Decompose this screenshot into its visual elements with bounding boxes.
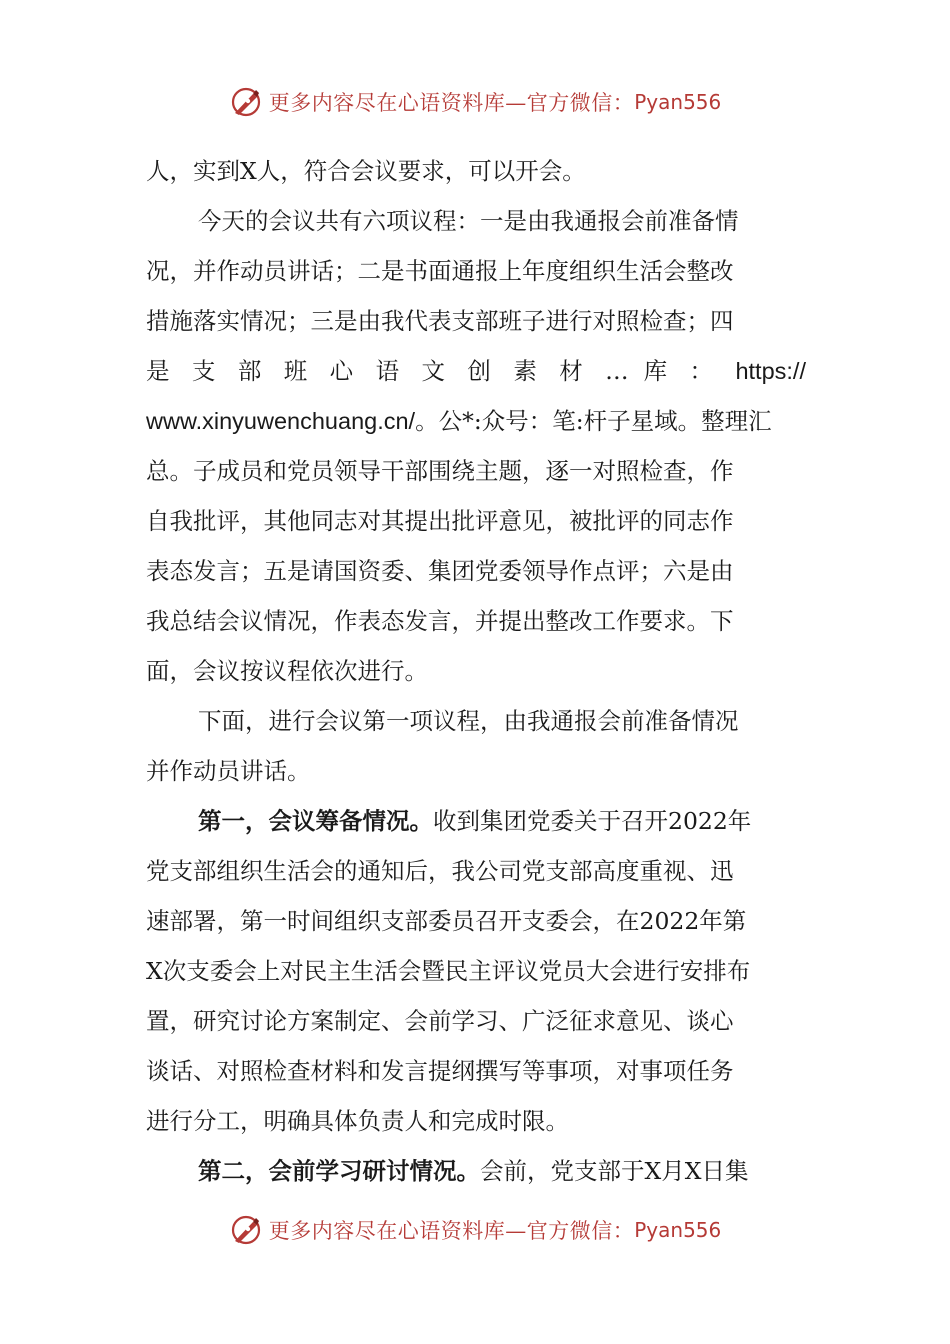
text-line: 速部署，第一时间组织支部委员召开支委会，在2022年第 xyxy=(146,907,747,935)
text-line: 今天的会议共有六项议程：一是由我通报会前准备情 xyxy=(198,207,739,235)
text-line: X次支委会上对民主生活会暨民主评议党员大会进行安排布 xyxy=(146,957,751,985)
banner-text: 更多内容尽在心语资料库—官方微信： xyxy=(268,1219,635,1243)
pen-logo-icon xyxy=(229,1213,263,1247)
text-segment: 。公*:众号：笔:杆子星域。整理汇 xyxy=(415,407,772,435)
text-line: 表态发言；五是请国资委、集团党委领导作点评；六是由 xyxy=(146,557,734,585)
pen-logo-icon xyxy=(229,85,263,119)
text-line: 况，并作动员讲话；二是书面通报上年度组织生活会整改 xyxy=(146,257,734,285)
banner-text: 更多内容尽在心语资料库—官方微信： xyxy=(268,91,635,115)
text-line: 党支部组织生活会的通知后，我公司党支部高度重视、迅 xyxy=(146,857,734,885)
text-line: 我总结会议情况，作表态发言，并提出整改工作要求。下 xyxy=(146,607,734,635)
banner-contact: Pyan556 xyxy=(634,90,722,114)
text-line xyxy=(146,346,806,396)
text-line: 置，研究讨论方案制定、会前学习、广泛征求意见、谈心 xyxy=(146,1007,734,1035)
link-text: https:// xyxy=(735,358,806,384)
text-line xyxy=(146,796,806,846)
text-line: 自我批评，其他同志对其提出批评意见，被批评的同志作 xyxy=(146,507,734,535)
text-line: 总。子成员和党员领导干部围绕主题，逐一对照检查，作 xyxy=(146,457,734,485)
text-line: 进行分工，明确具体负责人和完成时限。 xyxy=(146,1107,569,1135)
text-line: 人，实到X人，符合会议要求，可以开会。 xyxy=(146,157,586,185)
text-line: 面，会议按议程依次进行。 xyxy=(146,657,428,685)
text-line xyxy=(146,396,806,446)
banner-contact: Pyan556 xyxy=(634,1218,722,1242)
section-heading: 第一，会议筹备情况。 xyxy=(198,807,433,835)
text-segment: 是 支 部 班 心 语 文 创 素 材 … 库 ： xyxy=(146,357,721,385)
text-line: 并作动员讲话。 xyxy=(146,757,311,785)
text-line: 措施落实情况；三是由我代表支部班子进行对照检查；四 xyxy=(146,307,734,335)
text-line xyxy=(146,1146,806,1196)
section-heading: 第二，会前学习研讨情况。 xyxy=(198,1157,480,1185)
text-segment: 会前，党支部于X月X日集 xyxy=(480,1157,749,1185)
text-line: 谈话、对照检查材料和发言提纲撰写等事项，对事项任务 xyxy=(146,1057,734,1085)
text-line: 下面，进行会议第一项议程，由我通报会前准备情况 xyxy=(198,707,739,735)
document-body xyxy=(146,146,806,1196)
header-watermark-banner xyxy=(0,80,950,124)
text-segment: 收到集团党委关于召开2022年 xyxy=(433,807,752,835)
footer-watermark-banner xyxy=(0,1208,950,1252)
link-text: www.xinyuwenchuang.cn/ xyxy=(146,408,416,434)
